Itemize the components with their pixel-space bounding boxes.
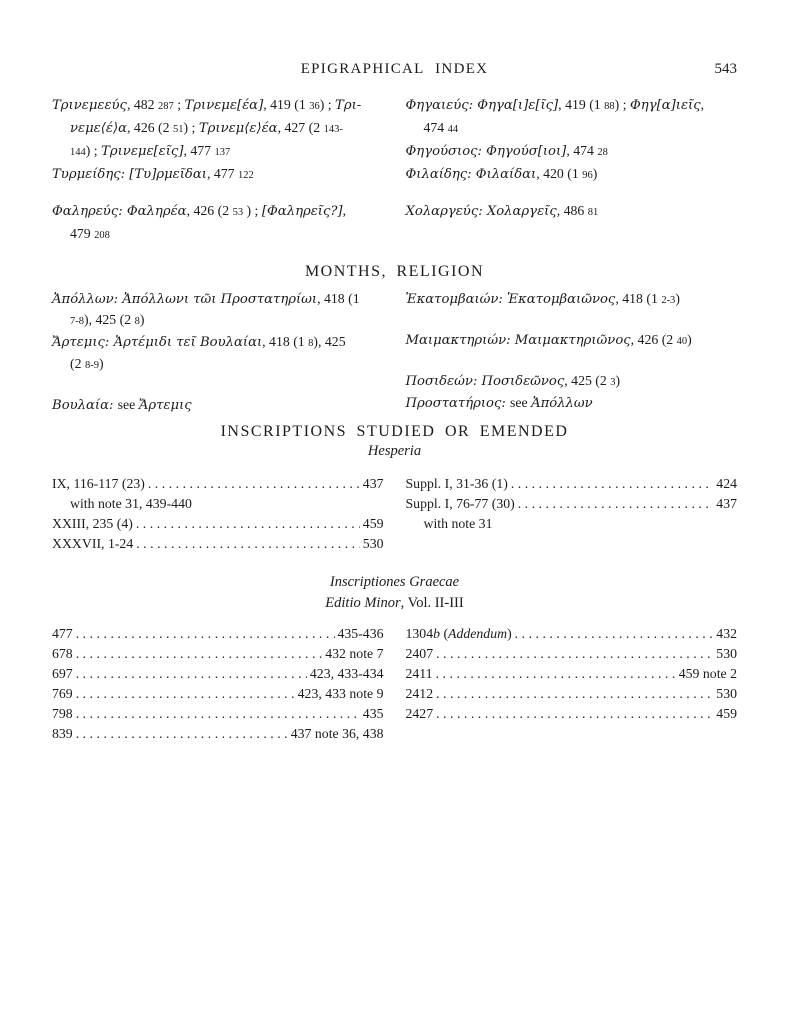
entry-line xyxy=(52,395,384,416)
text-segment: 88 xyxy=(604,101,615,112)
index-row xyxy=(406,704,738,724)
text-segment: 137 xyxy=(214,147,231,158)
page-title: EPIGRAPHICAL INDEX xyxy=(300,61,489,77)
index-row xyxy=(52,724,384,744)
index-row xyxy=(52,704,384,724)
entry-line xyxy=(406,94,738,117)
index-row-label xyxy=(52,624,73,644)
greek-text: Βουλαία: xyxy=(52,398,118,413)
text-segment: Editio Minor xyxy=(325,595,401,611)
page-ref: 435-436 xyxy=(337,626,384,641)
index-row-label xyxy=(52,704,73,724)
dot-leader xyxy=(148,474,360,494)
text-segment: 3 xyxy=(610,377,616,388)
text-segment: ) ; xyxy=(319,97,336,112)
text-segment: ) xyxy=(592,166,598,181)
greek-text: [Φαληρεῖς?] xyxy=(261,204,343,219)
index-entry xyxy=(406,140,738,163)
text-segment: , 418 (1 xyxy=(262,334,309,349)
text-segment: ) ; xyxy=(85,143,102,158)
hesperia-left-column xyxy=(52,474,384,554)
text-segment: 839 xyxy=(52,726,73,741)
text-segment: , 425 (2 xyxy=(564,373,611,388)
text-segment: , 419 (1 xyxy=(558,97,605,112)
entry-line xyxy=(52,223,384,246)
greek-text: Ἄρτεμις: Ἀρτέμιδι τεῖ Βουλαίαι xyxy=(52,335,263,350)
index-entry xyxy=(52,395,384,416)
index-row-label xyxy=(406,624,512,644)
entry-line xyxy=(52,163,384,186)
greek-text: Ποσιδεών: Ποσιδεῶνος xyxy=(405,374,565,389)
dot-leader xyxy=(436,704,713,724)
entry-line xyxy=(406,163,738,186)
page-ref: 530 xyxy=(716,646,737,661)
index-row xyxy=(406,644,738,664)
text-segment: 36 xyxy=(309,101,320,112)
index-row xyxy=(406,494,738,514)
text-segment: 40 xyxy=(676,336,688,347)
text-segment: , 419 (1 xyxy=(263,97,310,112)
text-segment: Inscriptiones Graecae xyxy=(329,574,460,590)
dot-leader xyxy=(436,644,713,664)
greek-text: Ἀπόλλων xyxy=(531,396,593,411)
text-segment: 28 xyxy=(597,147,608,158)
text-segment: 2412 xyxy=(405,686,434,701)
index-entry xyxy=(406,330,738,352)
index-row xyxy=(406,624,738,644)
entry-line xyxy=(406,289,738,311)
text-segment: Suppl. I, 76-77 (30) xyxy=(405,496,515,511)
index-row-label xyxy=(52,644,73,664)
text-segment: , 426 (2 xyxy=(630,332,677,347)
text-segment: 44 xyxy=(447,124,459,135)
index-row-label xyxy=(52,664,73,684)
text-segment: , 426 (2 xyxy=(127,120,174,135)
deme-index-section xyxy=(0,94,789,246)
text-segment: ), 425 xyxy=(313,334,346,349)
dot-leader xyxy=(76,624,335,644)
index-entry xyxy=(52,289,384,332)
page-ref: 530 xyxy=(716,686,737,701)
text-segment: ) xyxy=(675,291,680,306)
index-entry xyxy=(406,371,738,393)
deme-left-column xyxy=(52,94,384,246)
text-segment: 122 xyxy=(237,170,254,181)
page-ref: 437 xyxy=(716,496,737,511)
text-segment: 479 xyxy=(70,226,95,241)
text-segment: 144 xyxy=(70,147,86,158)
greek-text: Τρι- xyxy=(335,98,362,113)
text-segment: Hesperia xyxy=(367,443,422,459)
ig-left-column xyxy=(52,624,384,744)
text-segment: 2-3 xyxy=(661,295,676,306)
months-left-column xyxy=(52,289,384,416)
greek-text: Μαιμακτηριών: Μαιμακτηριῶνος xyxy=(405,333,631,348)
text-segment: 81 xyxy=(587,207,599,218)
index-row xyxy=(52,664,384,684)
ig-right-column xyxy=(406,624,738,744)
page-ref: 423, 433-434 xyxy=(309,666,384,681)
page-header xyxy=(0,0,789,79)
greek-text: Τρινεμε[έα] xyxy=(184,98,264,113)
ig-subheading-line1 xyxy=(0,572,789,593)
text-segment: , 426 (2 xyxy=(186,203,233,218)
text-segment: , 482 xyxy=(126,97,158,112)
text-segment: ( xyxy=(440,626,449,641)
text-segment: 208 xyxy=(94,230,110,241)
entry-line xyxy=(52,94,384,117)
index-row xyxy=(406,474,738,494)
entry-line xyxy=(406,117,738,140)
index-row-label xyxy=(406,494,515,514)
index-row xyxy=(406,664,738,684)
text-segment: Suppl. I, 31-36 (1) xyxy=(405,476,508,491)
index-entry xyxy=(406,289,738,311)
text-segment: ) xyxy=(98,356,104,371)
greek-text: Ἄρτεμις xyxy=(138,398,192,413)
text-segment: 96 xyxy=(582,170,593,181)
text-segment: 474 xyxy=(423,120,448,135)
section-heading-months-religion: MONTHS, RELIGION xyxy=(304,263,485,280)
months-right-column xyxy=(406,289,738,416)
hesperia-subheading xyxy=(0,441,789,462)
greek-text: Προστατήριος: xyxy=(405,396,510,411)
entry-line xyxy=(406,393,738,414)
greek-text: Ἑκατομβαιών: Ἑκατομβαιῶνος xyxy=(405,292,616,307)
greek-text: Χολαργεύς: Χολαργεῖς xyxy=(405,204,557,219)
text-segment: Addendum xyxy=(448,626,508,641)
text-segment: , 486 xyxy=(556,203,588,218)
page-ref: 459 xyxy=(716,706,737,721)
greek-text: Φιλαίδης: Φιλαίδαι xyxy=(405,167,537,182)
index-entry xyxy=(406,94,738,140)
index-entry xyxy=(406,163,738,186)
ig-subheading-line2 xyxy=(0,593,789,614)
index-row-label xyxy=(52,684,73,704)
text-segment: 678 xyxy=(52,646,73,661)
text-segment: , 427 (2 xyxy=(277,120,324,135)
text-segment: 697 xyxy=(52,666,73,681)
greek-text: Φηγ[α]ιεῖς xyxy=(630,98,701,113)
dot-leader xyxy=(76,684,295,704)
greek-text: Ἀπόλλων: Ἀπόλλωνι τῶι Προστατηρίωι xyxy=(52,292,318,307)
index-row xyxy=(52,684,384,704)
text-segment: , xyxy=(342,203,347,218)
page-ref: 432 note 7 xyxy=(325,646,384,661)
page-ref: 437 xyxy=(362,476,384,491)
greek-text: Τυρμείδης: [Τυ]ρμεῖδαι xyxy=(52,167,207,182)
text-segment: 2427 xyxy=(405,706,434,721)
greek-text: Τρινεμ⟨ε⟩έα xyxy=(198,121,278,136)
greek-text: Φαληρεύς: Φαληρέα xyxy=(52,204,187,219)
index-row-label xyxy=(406,664,433,684)
entry-line xyxy=(406,200,738,223)
page-ref: 437 note 36, 438 xyxy=(290,726,384,741)
index-entry xyxy=(52,163,384,186)
dot-leader xyxy=(76,644,323,664)
text-segment: 53 xyxy=(232,207,244,218)
greek-text: Φηγαιεύς: Φηγα[ι]ε[ῖς] xyxy=(405,98,559,113)
text-segment: 477 xyxy=(52,626,73,641)
text-segment: ) xyxy=(139,312,145,327)
entry-line xyxy=(52,332,384,354)
text-segment: 798 xyxy=(52,706,73,721)
text-segment: 2407 xyxy=(405,646,434,661)
entry-line xyxy=(406,330,738,352)
months-religion-section xyxy=(0,289,789,416)
text-segment: ) ; xyxy=(614,97,630,112)
text-segment: ) xyxy=(507,626,512,641)
index-row xyxy=(52,514,384,534)
index-note-line: with note 31 xyxy=(423,516,493,531)
dot-leader xyxy=(515,624,714,644)
page-ref: 530 xyxy=(362,536,384,551)
text-segment: ) xyxy=(687,332,692,347)
text-segment: 769 xyxy=(52,686,73,701)
index-row xyxy=(52,644,384,664)
page-ref: 435 xyxy=(362,706,384,721)
text-segment: 7-8 xyxy=(70,316,84,327)
text-segment: 143- xyxy=(323,124,343,135)
hesperia-right-column xyxy=(406,474,738,554)
text-segment: ; xyxy=(173,97,185,112)
text-segment: ) ; xyxy=(243,203,262,218)
dot-leader xyxy=(76,704,360,724)
index-entry xyxy=(52,200,384,246)
dot-leader xyxy=(76,664,307,684)
index-row-label xyxy=(52,514,133,534)
index-row-label xyxy=(52,474,145,494)
text-segment: ) xyxy=(615,373,621,388)
index-row xyxy=(52,534,384,554)
text-segment: 8 xyxy=(308,338,314,349)
index-row xyxy=(52,624,384,644)
dot-leader xyxy=(136,514,360,534)
dot-leader xyxy=(436,684,713,704)
text-segment: 8-9 xyxy=(84,360,99,371)
text-segment: 8 xyxy=(134,316,140,327)
text-segment: 1304 xyxy=(405,626,434,641)
dot-leader xyxy=(76,724,288,744)
index-row-label xyxy=(406,474,508,494)
entry-line xyxy=(406,371,738,393)
page-ref: 459 note 2 xyxy=(678,666,737,681)
index-entry xyxy=(406,200,738,223)
hesperia-reference-list xyxy=(0,474,789,554)
page-ref: 423, 433 note 9 xyxy=(297,686,384,701)
text-segment: 287 xyxy=(158,101,174,112)
text-segment: , 477 xyxy=(183,143,215,158)
greek-text: νεμε⟨έ⟩α xyxy=(70,121,128,136)
text-segment: XXXVII, 1-24 xyxy=(52,536,134,551)
index-row-label xyxy=(52,724,73,744)
ig-reference-list xyxy=(0,624,789,744)
greek-text: Τρινεμεεύς xyxy=(52,98,127,113)
index-row xyxy=(406,684,738,704)
index-entry xyxy=(406,393,738,414)
text-segment: , Vol. II-III xyxy=(400,595,464,611)
text-segment: , 474 xyxy=(566,143,598,158)
dot-leader xyxy=(136,534,360,554)
entry-line xyxy=(52,354,384,376)
text-segment: 51 xyxy=(173,124,184,135)
dot-leader xyxy=(436,664,676,684)
text-segment: , 477 xyxy=(206,166,238,181)
entry-line xyxy=(52,289,384,310)
page-ref: 459 xyxy=(362,516,384,531)
index-entry xyxy=(52,94,384,163)
text-segment: , 418 (1 xyxy=(317,291,360,306)
index-row-label xyxy=(406,684,434,704)
deme-right-column xyxy=(406,94,738,246)
page-ref: 432 xyxy=(716,626,737,641)
text-segment: see xyxy=(117,397,139,412)
index-entry xyxy=(52,332,384,376)
greek-text: Τρινεμε[εῖς] xyxy=(101,144,184,159)
text-segment: IX, 116-117 (23) xyxy=(52,476,145,491)
greek-text: Φηγούσιος: Φηγούσ[ιοι] xyxy=(405,144,567,159)
dot-leader xyxy=(518,494,714,514)
entry-line xyxy=(52,310,384,332)
text-segment: ), 425 (2 xyxy=(84,312,135,327)
text-segment: ) ; xyxy=(183,120,199,135)
entry-line xyxy=(52,140,384,163)
page-number: 543 xyxy=(714,61,737,77)
index-row-label xyxy=(406,704,434,724)
text-segment: , xyxy=(700,97,705,112)
text-segment: XXIII, 235 (4) xyxy=(52,516,133,531)
text-segment: (2 xyxy=(70,356,85,371)
text-segment: see xyxy=(509,395,532,410)
page-ref: 424 xyxy=(716,476,737,491)
index-row-label xyxy=(406,644,434,664)
entry-line xyxy=(52,200,384,223)
text-segment: 2411 xyxy=(405,666,433,681)
section-heading-inscriptions: INSCRIPTIONS STUDIED OR EMENDED xyxy=(220,423,569,440)
text-segment: , 420 (1 xyxy=(536,166,583,181)
text-segment: , 418 (1 xyxy=(615,291,662,306)
entry-line xyxy=(52,117,384,140)
index-row xyxy=(52,474,384,494)
entry-line xyxy=(406,140,738,163)
dot-leader xyxy=(511,474,713,494)
index-row-label xyxy=(52,534,133,554)
index-note-line: with note 31, 439-440 xyxy=(70,496,192,511)
text-segment: b xyxy=(433,626,440,641)
